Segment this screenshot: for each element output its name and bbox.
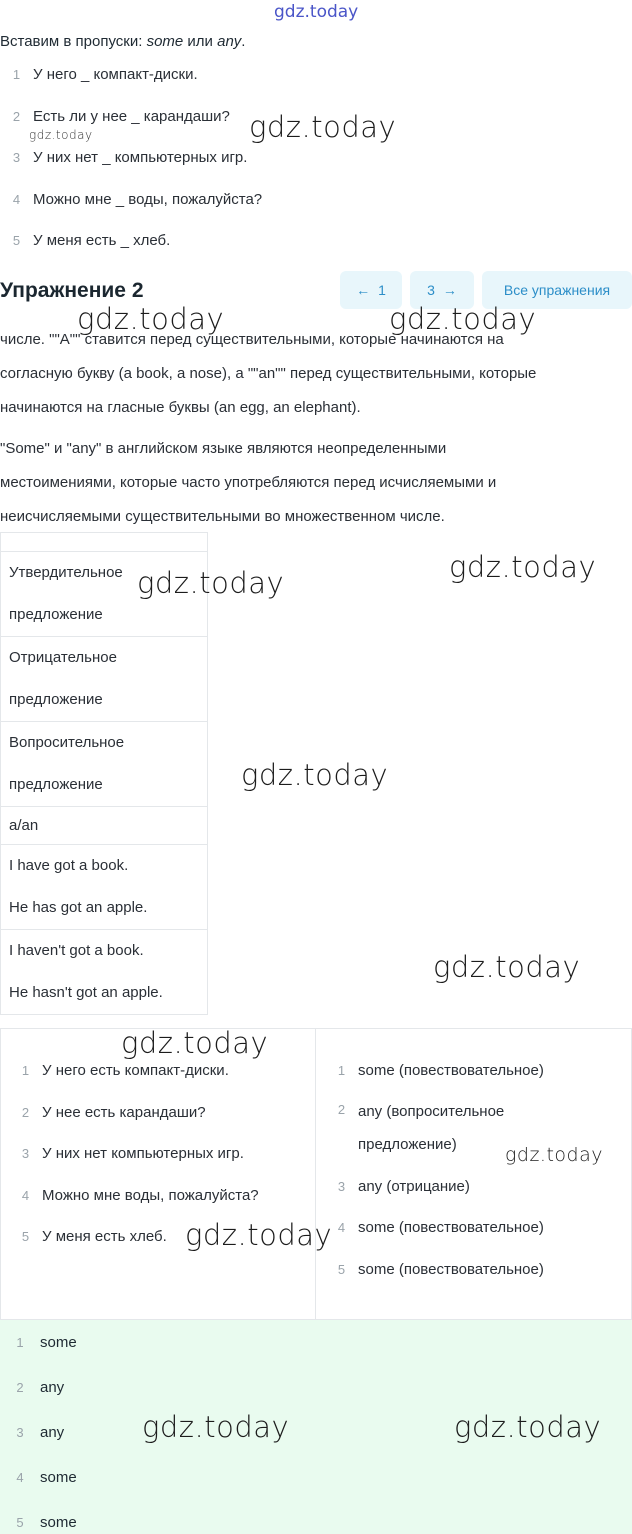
instruction-word-any: any — [217, 33, 242, 50]
item-number: 2 — [12, 108, 21, 124]
task-list — [0, 54, 262, 262]
list-item — [325, 1249, 544, 1291]
item-text: Можно мне _ воды, пожалуйста? — [33, 190, 263, 208]
watermark: gdz.today — [142, 1410, 290, 1444]
item-text: У меня есть хлеб. — [42, 1228, 167, 1246]
item-number: 3 — [337, 1178, 346, 1194]
instruction-text: Вставим в пропуски: — [0, 33, 147, 50]
explanation-paragraph-articles — [0, 323, 620, 425]
table-row-empty — [1, 533, 207, 551]
item-number: 3 — [16, 1425, 24, 1440]
table-cell-line: I have got a book. — [9, 857, 129, 874]
table-cell-line: Утвердительное — [9, 564, 123, 581]
watermark: gdz.today — [249, 110, 397, 144]
prev-exercise-label: 1 — [378, 282, 386, 298]
table-cell-line: предложение — [9, 691, 103, 708]
list-item — [9, 1133, 259, 1175]
list-item — [9, 1092, 259, 1134]
item-number: 2 — [16, 1380, 24, 1395]
explanation-list — [325, 1050, 544, 1290]
list-item — [0, 1455, 632, 1500]
item-text-line: предложение) — [358, 1135, 457, 1153]
item-number: 1 — [16, 1335, 24, 1350]
item-text — [358, 1095, 504, 1161]
arrow-left-icon: ← — [356, 282, 371, 298]
item-text: У них нет компьютерных игр. — [42, 1145, 244, 1163]
watermark: gdz.today — [241, 758, 389, 792]
watermark: gdz.today — [185, 1218, 333, 1252]
list-item — [0, 54, 262, 96]
watermark: gdz.today — [389, 302, 537, 336]
watermark: gdz.today — [77, 302, 225, 336]
watermark: gdz.today — [505, 1144, 603, 1166]
item-number: 1 — [12, 67, 21, 83]
item-number: 4 — [16, 1470, 24, 1485]
table-cell-line: a/an — [9, 817, 39, 834]
watermark: gdz.today — [29, 128, 93, 142]
table-row — [1, 806, 207, 844]
item-number: 2 — [337, 1101, 346, 1117]
table-cell-line: I haven't got a book. — [9, 942, 144, 959]
list-item — [325, 1050, 544, 1092]
table-cell-line: Вопросительное — [9, 734, 125, 751]
item-text: У него есть компакт-диски. — [42, 1062, 229, 1080]
list-item — [0, 137, 262, 179]
paragraph-line: местоимениями, которые часто употребляются перед исчисляемыми и — [0, 474, 497, 491]
list-item — [0, 1365, 632, 1410]
watermark: gdz.today — [121, 1026, 269, 1060]
watermark: gdz.today — [137, 566, 285, 600]
all-exercises-label: Все упражнения — [503, 282, 611, 298]
list-item — [325, 1166, 544, 1208]
list-item — [0, 1500, 632, 1534]
table-cell-line: He hasn't got an apple. — [9, 984, 163, 1001]
table-row — [1, 844, 207, 929]
item-text: some (повествовательное) — [358, 1219, 544, 1237]
exercise-heading: Упражнение 2 — [0, 279, 144, 302]
item-text: any — [40, 1379, 65, 1396]
item-number: 5 — [16, 1515, 24, 1530]
next-exercise-label: 3 — [427, 282, 435, 298]
item-number: 5 — [21, 1229, 30, 1245]
paragraph-line: согласную букву (a book, a nose), а ""an"" перед существительными, которые — [0, 365, 537, 382]
list-item — [0, 220, 262, 262]
item-number: 5 — [12, 233, 21, 249]
table-row — [1, 721, 207, 806]
item-text: У них нет _ компьютерных игр. — [33, 149, 248, 167]
watermark: gdz.today — [454, 1410, 602, 1444]
paragraph-line: числе. ""A"" ставится перед существительными, которые начинаются на — [0, 331, 504, 348]
item-number: 2 — [21, 1104, 30, 1120]
table-cell-line: He has got an apple. — [9, 899, 148, 916]
table-cell-line: предложение — [9, 776, 103, 793]
item-number: 4 — [21, 1187, 30, 1203]
list-item — [0, 179, 262, 221]
table-row — [1, 636, 207, 721]
item-number: 3 — [12, 150, 21, 166]
list-item — [0, 1320, 632, 1365]
item-number: 4 — [12, 191, 21, 207]
explanation-paragraph-some-any — [0, 432, 620, 534]
item-text: Есть ли у нее _ карандаши? — [33, 107, 230, 125]
item-text: Можно мне воды, пожалуйста? — [42, 1186, 259, 1204]
item-text-line: any (вопросительное — [358, 1102, 505, 1120]
item-text: some — [40, 1334, 77, 1351]
item-number: 1 — [337, 1063, 346, 1079]
table-row — [1, 929, 207, 1014]
watermark: gdz.today — [449, 550, 597, 584]
item-text: any (отрицание) — [358, 1177, 470, 1195]
item-number: 1 — [21, 1063, 30, 1079]
instruction-or: или — [183, 33, 218, 50]
instruction-end: . — [241, 33, 246, 50]
arrow-right-icon: → — [442, 282, 457, 298]
translation-explanation-box — [0, 1028, 632, 1320]
site-logo-watermark: gdz.today — [274, 2, 359, 22]
paragraph-line: неисчисляемыми существительными во множественном числе. — [0, 508, 445, 525]
list-item — [9, 1175, 259, 1217]
item-text: some (повествовательное) — [358, 1062, 544, 1080]
paragraph-line: начинаются на гласные буквы (an egg, an elephant). — [0, 399, 361, 416]
instruction-word-some: some — [146, 33, 184, 50]
item-number: 3 — [21, 1146, 30, 1162]
item-text: some — [40, 1469, 77, 1486]
table-cell-line: предложение — [9, 606, 103, 623]
watermark: gdz.today — [433, 950, 581, 984]
item-text: У нее есть карандаши? — [42, 1103, 206, 1121]
item-number: 4 — [337, 1220, 346, 1236]
list-item — [325, 1207, 544, 1249]
item-text: У него _ компакт-диски. — [33, 66, 198, 84]
item-text: some — [40, 1514, 77, 1531]
item-text: any — [40, 1424, 65, 1441]
item-text: У меня есть _ хлеб. — [33, 232, 171, 250]
item-number: 5 — [337, 1261, 346, 1277]
exercise-instruction — [0, 33, 245, 50]
paragraph-line: "Some" и "any" в английском языке являются неопределенными — [0, 440, 447, 457]
column-divider — [315, 1029, 316, 1319]
item-text: some (повествовательное) — [358, 1260, 544, 1278]
table-cell-line: Отрицательное — [9, 649, 117, 666]
grammar-table — [0, 532, 208, 1015]
